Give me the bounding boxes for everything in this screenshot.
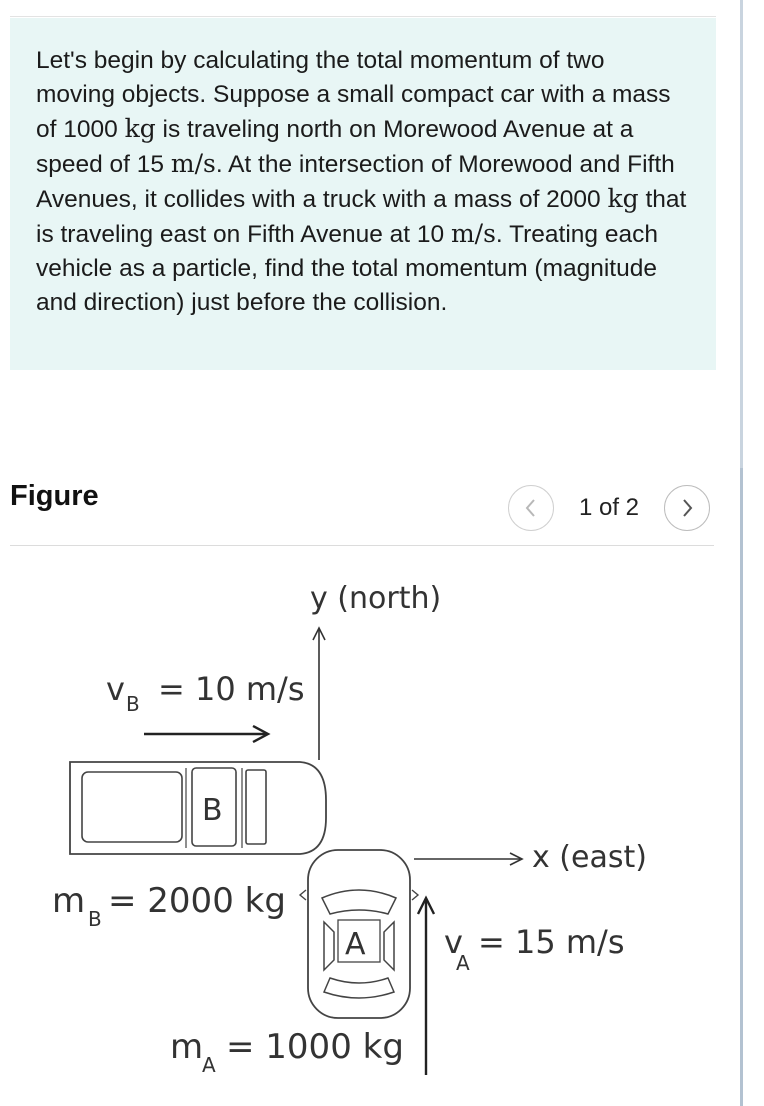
- car-a: [300, 850, 418, 1018]
- collision-diagram: [0, 560, 740, 1106]
- chevron-right-icon: [677, 496, 697, 520]
- svg-text:m: m: [170, 1027, 204, 1067]
- svg-text:= 15 m/s: = 15 m/s: [478, 923, 625, 961]
- y-axis-label: y (north): [310, 581, 442, 616]
- figure-title: Figure: [10, 480, 99, 512]
- truck-b: [70, 762, 326, 854]
- problem-text: Let's begin by calculating the total momentum of two moving objects. Suppose a small compact car with a mass of 1000 kg is traveling north on Morewood Avenue at a speed of 15 m/s. At the intersection of Morewood and Fifth Avenues, it collides with a truck with a mass of 2000 kg that is traveling east on Fifth Avenue at 10 m/s. Treating each vehicle as a particle, find the total momentum (magnitude and direction) just before the collision.: [36, 47, 687, 316]
- svg-text:= 1000 kg: = 1000 kg: [226, 1027, 404, 1067]
- car-velocity-arrow: [418, 898, 434, 1075]
- svg-text:B: B: [126, 692, 140, 716]
- car-velocity-label: [444, 923, 625, 975]
- next-figure-button[interactable]: [664, 485, 710, 531]
- figure-divider: [10, 545, 714, 546]
- problem-statement-box: [10, 18, 716, 370]
- truck-letter: B: [202, 793, 223, 828]
- svg-text:m: m: [52, 881, 86, 921]
- truck-velocity-arrow: [144, 726, 268, 742]
- chevron-left-icon: [521, 496, 541, 520]
- svg-text:v: v: [106, 670, 125, 708]
- scrollbar-track[interactable]: [740, 468, 743, 1106]
- x-axis: [414, 853, 522, 865]
- car-mass-label: [170, 1027, 404, 1077]
- svg-text:B: B: [88, 907, 102, 931]
- truck-velocity-label: [106, 670, 305, 716]
- y-axis: [313, 628, 325, 760]
- figure-page-indicator: 1 of 2: [578, 494, 640, 521]
- svg-text:= 10 m/s: = 10 m/s: [158, 670, 305, 708]
- car-letter: A: [345, 927, 366, 962]
- x-axis-label: x (east): [532, 840, 647, 875]
- svg-text:= 2000 kg: = 2000 kg: [108, 881, 286, 921]
- svg-text:v: v: [444, 923, 463, 961]
- svg-text:A: A: [202, 1053, 216, 1077]
- svg-text:A: A: [456, 951, 470, 975]
- truck-mass-label: [52, 881, 286, 931]
- top-divider: [10, 16, 716, 17]
- previous-figure-button[interactable]: [508, 485, 554, 531]
